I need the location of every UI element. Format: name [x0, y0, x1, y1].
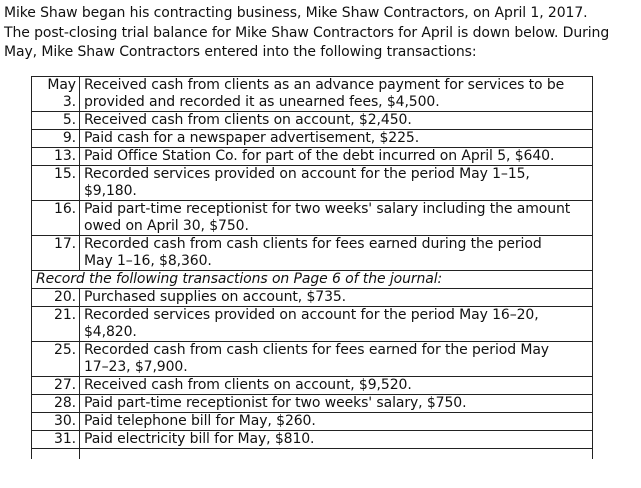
transaction-description-line: Recorded services provided on account for the period May 1–15, [84, 166, 530, 182]
transaction-row [32, 201, 593, 236]
transaction-description [80, 307, 593, 342]
transactions-table-body [32, 77, 593, 460]
transaction-date-line: 16. [54, 201, 76, 217]
transaction-row [32, 289, 593, 307]
transaction-date [32, 395, 80, 413]
transaction-date-line: 31. [54, 431, 76, 447]
table-tail-cell [32, 449, 80, 460]
transaction-row [32, 112, 593, 130]
transaction-date-line: 3. [62, 94, 76, 110]
transaction-description-line: Paid electricity bill for May, $810. [84, 431, 315, 447]
transaction-description-line: Received cash from clients as an advance payment for services to be [84, 77, 565, 93]
transaction-date [32, 307, 80, 342]
intro-paragraph [4, 4, 638, 63]
transaction-date [32, 77, 80, 112]
intro-line: Mike Shaw began his contracting business, Mike Shaw Contractors, on April 1, 2017. [4, 5, 588, 21]
transaction-description [80, 112, 593, 130]
transaction-row [32, 413, 593, 431]
transaction-description-line: Paid cash for a newspaper advertisement, $225. [84, 130, 420, 146]
transaction-description-line: May 1–16, $8,360. [84, 253, 212, 269]
transaction-row [32, 377, 593, 395]
transaction-description [80, 148, 593, 166]
transaction-description-line: 17–23, $7,900. [84, 359, 188, 375]
transaction-row [32, 77, 593, 112]
transaction-date-line: 28. [54, 395, 76, 411]
transaction-description [80, 413, 593, 431]
journal-note-row [32, 271, 593, 289]
transaction-description-line: Paid part-time receptionist for two weeks' salary, $750. [84, 395, 467, 411]
transaction-row [32, 342, 593, 377]
transaction-row [32, 236, 593, 271]
transactions-table [31, 76, 593, 459]
transaction-date [32, 201, 80, 236]
intro-line: May, Mike Shaw Contractors entered into the following transactions: [4, 44, 477, 60]
transaction-date [32, 413, 80, 431]
table-tail-cell [80, 449, 593, 460]
transaction-description [80, 236, 593, 271]
transaction-description-line: Paid part-time receptionist for two weeks' salary including the amount [84, 201, 571, 217]
transaction-date-line: 9. [62, 130, 76, 146]
transaction-date-line: 5. [62, 112, 76, 128]
transaction-description-line: $9,180. [84, 183, 137, 199]
transaction-row [32, 431, 593, 449]
transaction-date-line: 21. [54, 307, 76, 323]
transaction-date-line: 17. [54, 236, 76, 252]
transaction-description [80, 395, 593, 413]
transaction-description-line: Recorded services provided on account for the period May 16–20, [84, 307, 539, 323]
transaction-date-line: 30. [54, 413, 76, 429]
transaction-description-line: $4,820. [84, 324, 137, 340]
transaction-row [32, 148, 593, 166]
transaction-date-line: 15. [54, 166, 76, 182]
transaction-row [32, 130, 593, 148]
transaction-description [80, 77, 593, 112]
transaction-description [80, 377, 593, 395]
transaction-row [32, 307, 593, 342]
transaction-description [80, 166, 593, 201]
transaction-date [32, 342, 80, 377]
transaction-date-line: May [47, 77, 76, 93]
transaction-description [80, 431, 593, 449]
transaction-description-line: Purchased supplies on account, $735. [84, 289, 347, 305]
transaction-date-line: 13. [54, 148, 76, 164]
transaction-description-line: provided and recorded it as unearned fees, $4,500. [84, 94, 440, 110]
transaction-date [32, 431, 80, 449]
transaction-description-line: Recorded cash from cash clients for fees earned during the period [84, 236, 542, 252]
transaction-description-line: owed on April 30, $750. [84, 218, 249, 234]
transaction-row [32, 395, 593, 413]
transaction-date [32, 289, 80, 307]
transaction-description-line: Received cash from clients on account, $2,450. [84, 112, 412, 128]
table-tail-row [32, 449, 593, 460]
transaction-description-line: Received cash from clients on account, $9,520. [84, 377, 412, 393]
transaction-description-line: Paid Office Station Co. for part of the debt incurred on April 5, $640. [84, 148, 555, 164]
transaction-description [80, 201, 593, 236]
intro-line: The post-closing trial balance for Mike Shaw Contractors for April is down below. During [4, 24, 610, 41]
transaction-date [32, 377, 80, 395]
transaction-date-line: 20. [54, 289, 76, 305]
transaction-date [32, 148, 80, 166]
transaction-date [32, 236, 80, 271]
transaction-description [80, 130, 593, 148]
transaction-date [32, 112, 80, 130]
transaction-description-line: Paid telephone bill for May, $260. [84, 413, 316, 429]
transaction-date [32, 166, 80, 201]
transaction-description [80, 342, 593, 377]
transaction-date-line: 25. [54, 342, 76, 358]
transaction-date [32, 130, 80, 148]
transaction-row [32, 166, 593, 201]
transaction-description [80, 289, 593, 307]
transaction-description-line: Recorded cash from cash clients for fees earned for the period May [84, 342, 549, 358]
journal-note: Record the following transactions on Page 6 of the journal: [32, 271, 593, 289]
transaction-date-line: 27. [54, 377, 76, 393]
